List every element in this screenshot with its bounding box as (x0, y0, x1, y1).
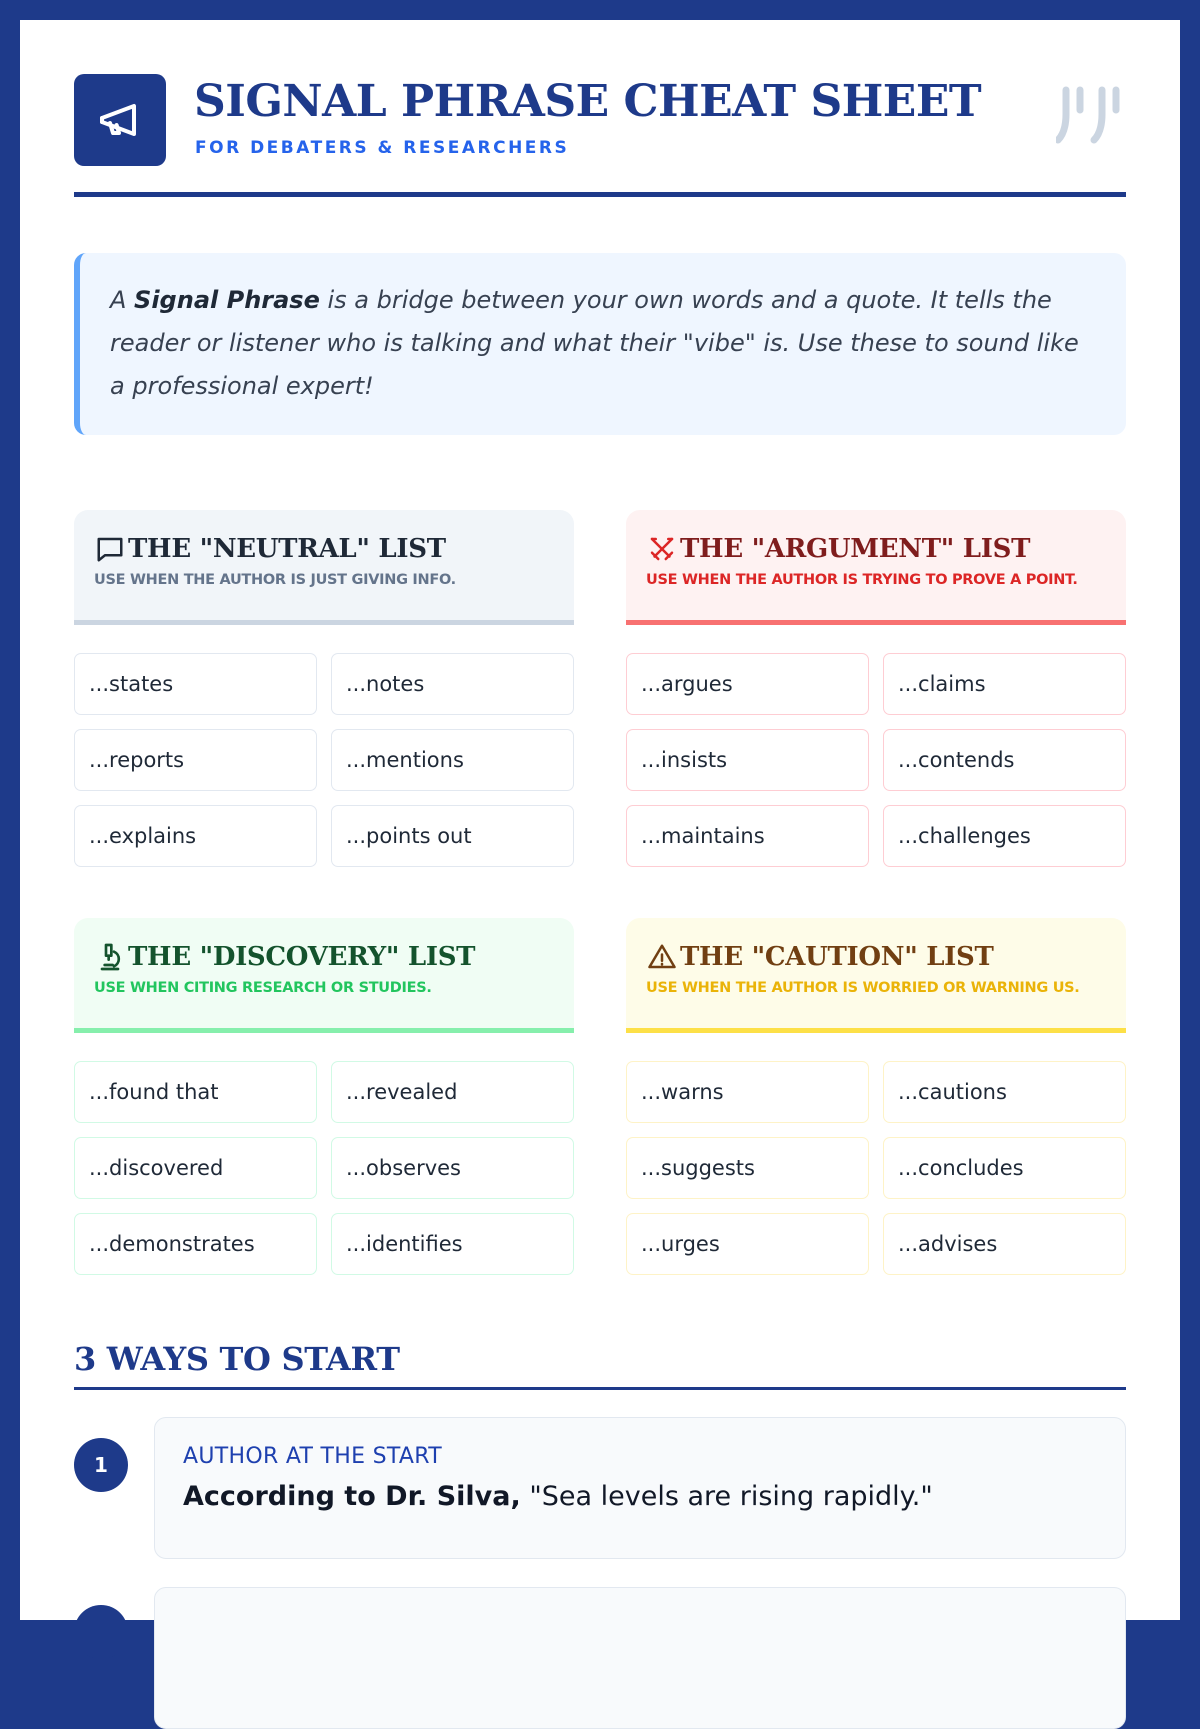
phrase-chip: ...identifies (331, 1213, 574, 1275)
crossed-swords-icon (646, 532, 680, 566)
section-divider (74, 1387, 1126, 1390)
phrase-chip: ...found that (74, 1061, 317, 1123)
speech-bubble-icon (94, 532, 128, 566)
page-subtitle: FOR DEBATERS & RESEARCHERS (195, 138, 570, 158)
phrase-chip: ...claims (883, 653, 1126, 715)
quote-icon (1056, 84, 1126, 154)
category-header (74, 918, 574, 1028)
phrase-chip: ...mentions (331, 729, 574, 791)
category-description: USE WHEN THE AUTHOR IS JUST GIVING INFO. (94, 572, 456, 588)
warning-triangle-icon (646, 940, 680, 974)
phrase-grid (74, 1061, 574, 1275)
logo (74, 74, 166, 166)
category-caution (626, 918, 1126, 1275)
category-header (74, 510, 574, 620)
phrase-chip: ...warns (626, 1061, 869, 1123)
phrase-chip: ...advises (883, 1213, 1126, 1275)
phrase-chip: ...suggests (626, 1137, 869, 1199)
phrase-chip: ...challenges (883, 805, 1126, 867)
step-label: AUTHOR AT THE START (183, 1444, 442, 1469)
phrase-chip: ...notes (331, 653, 574, 715)
content (74, 20, 1126, 1512)
phrase-chip: ...argues (626, 653, 869, 715)
intro-term: Signal Phrase (134, 286, 320, 314)
phrase-chip: ...insists (626, 729, 869, 791)
phrase-grid (626, 653, 1126, 867)
phrase-grid (74, 653, 574, 867)
category-divider (74, 620, 574, 625)
megaphone-icon (96, 96, 144, 144)
step-lead: According to Dr. Silva, (183, 1481, 521, 1512)
phrase-chip: ...urges (626, 1213, 869, 1275)
phrase-chip: ...reports (74, 729, 317, 791)
intro-prefix: A (110, 286, 135, 314)
category-neutral (74, 510, 574, 867)
phrase-chip: ...observes (331, 1137, 574, 1199)
section-title: 3 WAYS TO START (74, 1340, 400, 1378)
page (20, 20, 1180, 1620)
category-header (626, 918, 1126, 1028)
category-description: USE WHEN THE AUTHOR IS WORRIED OR WARNING US. (646, 980, 1080, 996)
category-description: USE WHEN CITING RESEARCH OR STUDIES. (94, 980, 432, 996)
step-card-next (154, 1587, 1126, 1729)
category-header (626, 510, 1126, 620)
step-example (183, 1481, 1097, 1512)
phrase-chip: ...cautions (883, 1061, 1126, 1123)
step-number-next (74, 1605, 128, 1659)
phrase-chip: ...states (74, 653, 317, 715)
header-divider (74, 192, 1126, 197)
category-divider (626, 1028, 1126, 1033)
phrase-grid (626, 1061, 1126, 1275)
intro-callout (74, 253, 1126, 435)
category-divider (74, 1028, 574, 1033)
category-title: THE "NEUTRAL" LIST (128, 534, 446, 564)
phrase-chip: ...discovered (74, 1137, 317, 1199)
phrase-chip: ...demonstrates (74, 1213, 317, 1275)
phrase-chip: ...explains (74, 805, 317, 867)
step-number: 1 (74, 1438, 128, 1492)
step-quote: "Sea levels are rising rapidly." (520, 1481, 933, 1512)
microscope-icon (94, 940, 128, 974)
phrase-chip: ...maintains (626, 805, 869, 867)
category-title: THE "CAUTION" LIST (680, 942, 994, 972)
category-description: USE WHEN THE AUTHOR IS TRYING TO PROVE A POINT. (646, 572, 1078, 588)
category-discovery (74, 918, 574, 1275)
category-title: THE "DISCOVERY" LIST (128, 942, 476, 972)
step-card (154, 1417, 1126, 1559)
page-title: SIGNAL PHRASE CHEAT SHEET (194, 76, 982, 127)
phrase-chip: ...contends (883, 729, 1126, 791)
header (74, 20, 1126, 220)
category-title: THE "ARGUMENT" LIST (680, 534, 1031, 564)
category-divider (626, 620, 1126, 625)
phrase-chip: ...concludes (883, 1137, 1126, 1199)
phrase-chip: ...points out (331, 805, 574, 867)
category-argument (626, 510, 1126, 867)
intro-text: is a bridge between your own words and a quote. It tells the reader or listener who is talking and what their "vibe" is. Use these to sound like a professional expert! (110, 286, 1079, 400)
phrase-chip: ...revealed (331, 1061, 574, 1123)
